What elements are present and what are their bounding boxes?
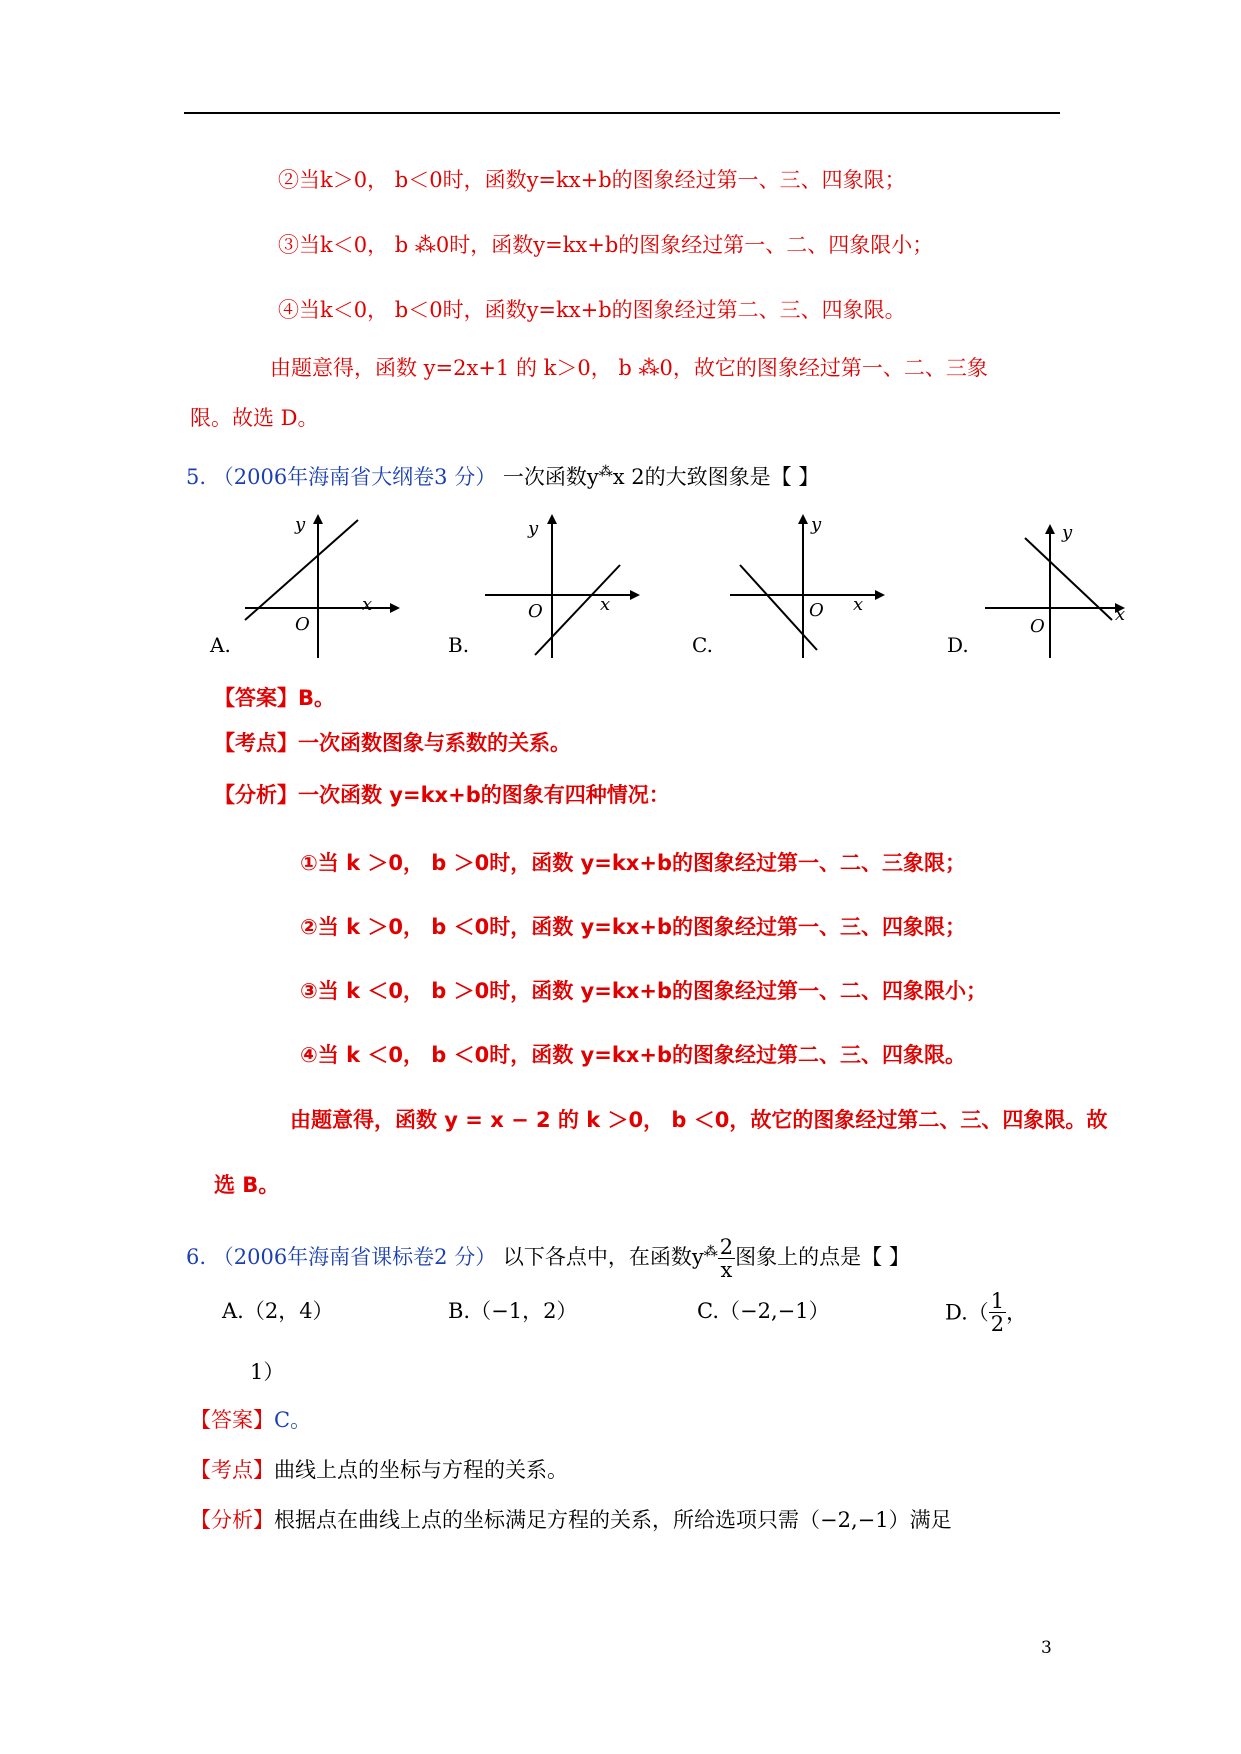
option-b: B.（−1，2） [448,1299,578,1323]
question-5-stem [186,457,819,492]
option-c-label: C. [692,633,713,657]
option-a-label: A. [210,633,231,657]
fraction-denominator: 2 [990,1312,1005,1336]
fraction [989,1290,1006,1335]
stem-text: 图象上的点是【 】 [735,1245,910,1269]
option-c: C.（−2,−1） [697,1299,830,1323]
stem-text: x [612,465,625,489]
origin-label: O [1030,616,1045,637]
case-2-text: ②当k＞0， b＜0时，函数y=kx+b的图象经过第一、三、四象限； [278,168,906,192]
option-d-prefix: D.（ [945,1300,989,1325]
question-number: 6. [186,1245,207,1269]
header-rule [184,112,1060,114]
axis-x-label: x [1115,604,1126,625]
analysis-tag: 【分析】 [214,783,298,807]
case-line: ②当 k ＞0， b ＜0时，函数 y=kx+b的图象经过第一、三、四象限； [300,915,966,939]
fraction-numerator: 1 [990,1289,1005,1313]
option-d-label: D. [947,633,969,657]
analysis-line [190,1505,952,1535]
axis-y-label: y [295,514,306,535]
question-source: （2006年海南省大纲卷3 分） [212,465,497,489]
case-4-text: ④当k＜0， b＜0时，函数y=kx+b的图象经过第二、三、四象限。 [278,298,906,322]
fraction-numerator: 2 [719,1235,734,1259]
stem-text: 以下各点中，在函数y [502,1245,704,1269]
question-source: （2006年海南省课标卷2 分） [212,1245,497,1269]
conclusion-line-2: 限。故选 D。 [190,406,319,430]
origin-label: O [528,601,543,622]
graph-option-d [980,510,1140,660]
axis-x-label: x [362,594,373,615]
analysis-value: 一次函数 y=kx+b的图象有四种情况： [298,783,670,807]
graph-option-a [240,510,400,660]
conclusion-line-2: 选 B。 [214,1173,280,1197]
page-number: 3 [1041,1638,1052,1658]
question-number: 5. [186,465,207,489]
stem-text: 2的大致图象是【 】 [624,465,820,489]
answer-line [190,1405,311,1435]
point-value: 曲线上点的坐标与方程的关系。 [274,1458,568,1482]
origin-label: O [295,614,310,635]
origin-label: O [809,600,824,621]
option-a: A.（2，4） [222,1299,334,1323]
stem-text: 一次函数y [502,465,599,489]
axis-y-label: y [528,518,539,539]
case-line: ③当 k ＜0， b ＞0时，函数 y=kx+b的图象经过第一、二、四象限小； [300,979,987,1003]
fraction-denominator: x [720,1258,733,1282]
option-d [945,1290,1027,1335]
axis-x-label: x [600,594,611,615]
option-d-tail: 1） [250,1360,285,1384]
point-tag: 【考点】 [190,1458,274,1482]
graph-option-b [480,510,640,660]
case-3-text: ③当k＜0， b ⁂0时，函数y=kx+b的图象经过第一、二、四象限小； [278,233,934,257]
fraction [718,1236,735,1281]
point-tag: 【考点】 [214,731,298,755]
conclusion-line-1: 由题意得，函数 y = x − 2 的 k ＞0， b ＜0，故它的图象经过第二、三、四象限。故 [290,1108,1108,1132]
question-6-stem [186,1230,910,1281]
garbled-glyph: ⁂ [703,1244,718,1260]
case-line: ④当 k ＜0， b ＜0时，函数 y=kx+b的图象经过第二、三、四象限。 [300,1043,966,1067]
answer-tag: 【答案】 [214,686,298,710]
point-line [214,728,571,758]
garbled-glyph: ⁂ [598,464,613,480]
answer-value: C。 [274,1408,312,1432]
axis-y-label: y [1062,522,1073,543]
option-d-suffix: ， [1006,1300,1028,1325]
graph-option-c [725,510,885,660]
analysis-line [214,780,670,810]
answer-tag: 【答案】 [190,1408,274,1432]
point-value: 一次函数图象与系数的关系。 [298,731,571,755]
analysis-value: 根据点在曲线上点的坐标满足方程的关系，所给选项只需（−2,−1）满足 [274,1508,952,1532]
point-line [190,1455,568,1485]
answer-line [214,683,335,713]
conclusion-line-1: 由题意得，函数 y=2x+1 的 k＞0， b ⁂0，故它的图象经过第一、二、三象 [270,356,988,380]
axis-y-label: y [811,514,822,535]
answer-value: B。 [298,686,336,710]
axis-x-label: x [853,594,864,615]
case-line: ①当 k ＞0， b ＞0时，函数 y=kx+b的图象经过第一、二、三象限； [300,851,966,875]
analysis-tag: 【分析】 [190,1508,274,1532]
option-b-label: B. [448,633,470,657]
